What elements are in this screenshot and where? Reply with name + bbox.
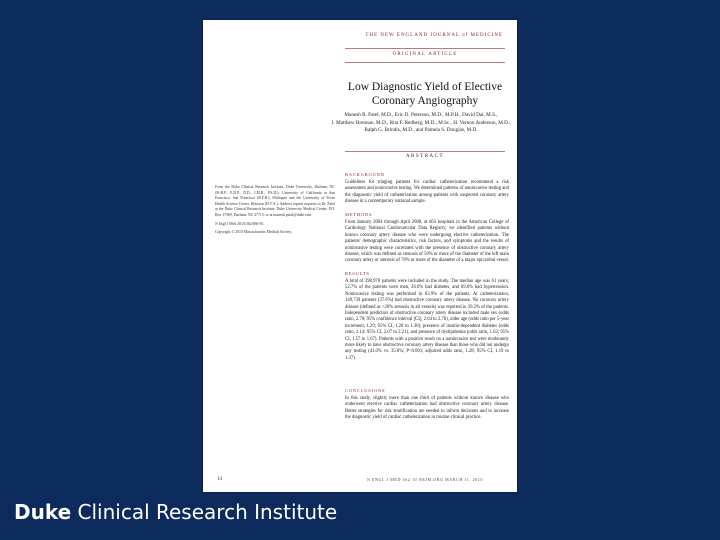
section-heading-methods: METHODS (345, 212, 373, 217)
divider (345, 48, 505, 49)
abstract-label: ABSTRACT (405, 154, 445, 159)
journal-footer: N ENGL J MED 362;10 NEJM.ORG MARCH 11, 2010 (366, 477, 484, 482)
page-number: 13 (217, 477, 222, 482)
section-heading-background: BACKGROUND (345, 172, 385, 177)
brand-bold: Duke (14, 500, 72, 524)
author-list (325, 112, 517, 135)
section-body-conclusions: In this study, slightly more than one third of patients without known disease who underwent elective cardiac catheterization had obstructive coronary artery disease. Better strategies for risk stratification are needed to inform decisions and to increase the diagnostic yield of cardiac catheterization in routine clinical practice. (345, 396, 509, 421)
section-body-results: A total of 398,978 patients were included in the study. The median age was 61 years; 52.7% of the patients were men, 26.0% had diabetes, and 69.6% had hypertension. Noninvasive testing was performed in 83.9% of the patients. At catheterization, 149,739 patients (37.6%) had obstructive coronary artery disease. No coronary artery disease (defined as <20% stenosis in all vessels) was reported in 39.2% of the patients. Independent predictors of obstructive coronary artery disease included male sex (odds ratio, 2.70; 95% confidence interval [CI], 2.64 to 2.76), older age (odds ratio per 5-year increment, 1.29; 95% CI, 1.28 to 1.30), presence of insulin-dependent diabetes (odds ratio, 2.14; 95% CI, 2.07 to 2.21), and presence of dyslipidemia (odds ratio, 1.62; 95% CI, 1.57 to 1.67). Patients with a positive result on a noninvasive test were moderately more likely to have obstructive coronary artery disease than those who did not undergo any testing (41.0% vs. 35.0%; P<0.001; adjusted odds ratio, 1.28; 95% CI, 1.19 to 1.37). (345, 279, 510, 361)
divider (345, 62, 505, 63)
title-line: Coronary Angiography (371, 95, 479, 107)
article-type: ORIGINAL ARTICLE (392, 52, 458, 57)
journal-name: THE NEW ENGLAND JOURNAL of MEDICINE (365, 33, 503, 38)
divider (345, 151, 505, 152)
citation-text: N Engl J Med 2010;362:886-95. (215, 221, 265, 226)
journal-page (203, 20, 517, 492)
author-line: Manesh R. Patel, M.D., Eric D. Peterson, M.D., M.P.H., David Dai, M.S., (344, 112, 498, 118)
section-body-background: Guidelines for triaging patients for cardiac catheterization recommend a risk assessment and noninvasive testing. We determined patterns of noninvasive testing and the diagnostic yield of catheterization among patients with suspected coronary artery disease in a contemporary national sample. (345, 180, 509, 205)
brand-logo-text (14, 500, 337, 524)
affiliations-sidebar (215, 185, 335, 239)
author-line: J. Matthew Brennan, M.D., Rita F. Redberg, M.D., M.Sc., H. Vernon Anderson, M.D., (331, 119, 511, 126)
section-heading-conclusions: CONCLUSIONS (345, 388, 386, 393)
section-heading-results: RESULTS (345, 271, 370, 276)
affiliations-text: From the Duke Clinical Research Institute, Duke University, Durham, NC (M.R.P., E.D.P., D.D., J.M.B., P.S.D.); University of California at San Francisco, San Francisco (R.F.R.); Michigan and the University of Texas Health Science Center, Houston (H.V.A.). Address reprint requests to Dr. Patel at the Duke Clinical Research Institute, Duke University Medical Center, P.O. Box 17969, Durham, NC 27715, or at manesh.patel@duke.edu. (215, 185, 335, 217)
section-body-methods: From January 2004 through April 2008, at 663 hospitals in the American College of Cardiology National Cardiovascular Data Registry, we identified patients without known coronary artery disease who were undergoing elective catheterization. The patients' demographic characteristics, risk factors, and symptoms and the results of noninvasive testing were correlated with the presence of obstructive coronary artery disease, which was defined as stenosis of 50% or more of the diameter of the left main coronary artery or stenosis of 70% or more of the diameter of a major epicardial vessel. (345, 220, 510, 264)
article-title (333, 80, 517, 108)
brand-rest: Clinical Research Institute (71, 500, 338, 524)
author-line: Ralph G. Brindis, M.D., and Pamela S. Douglas, M.D. (364, 127, 478, 133)
title-line: Low Diagnostic Yield of Elective (347, 81, 503, 93)
copyright-text: Copyright © 2010 Massachusetts Medical Society. (215, 230, 293, 235)
